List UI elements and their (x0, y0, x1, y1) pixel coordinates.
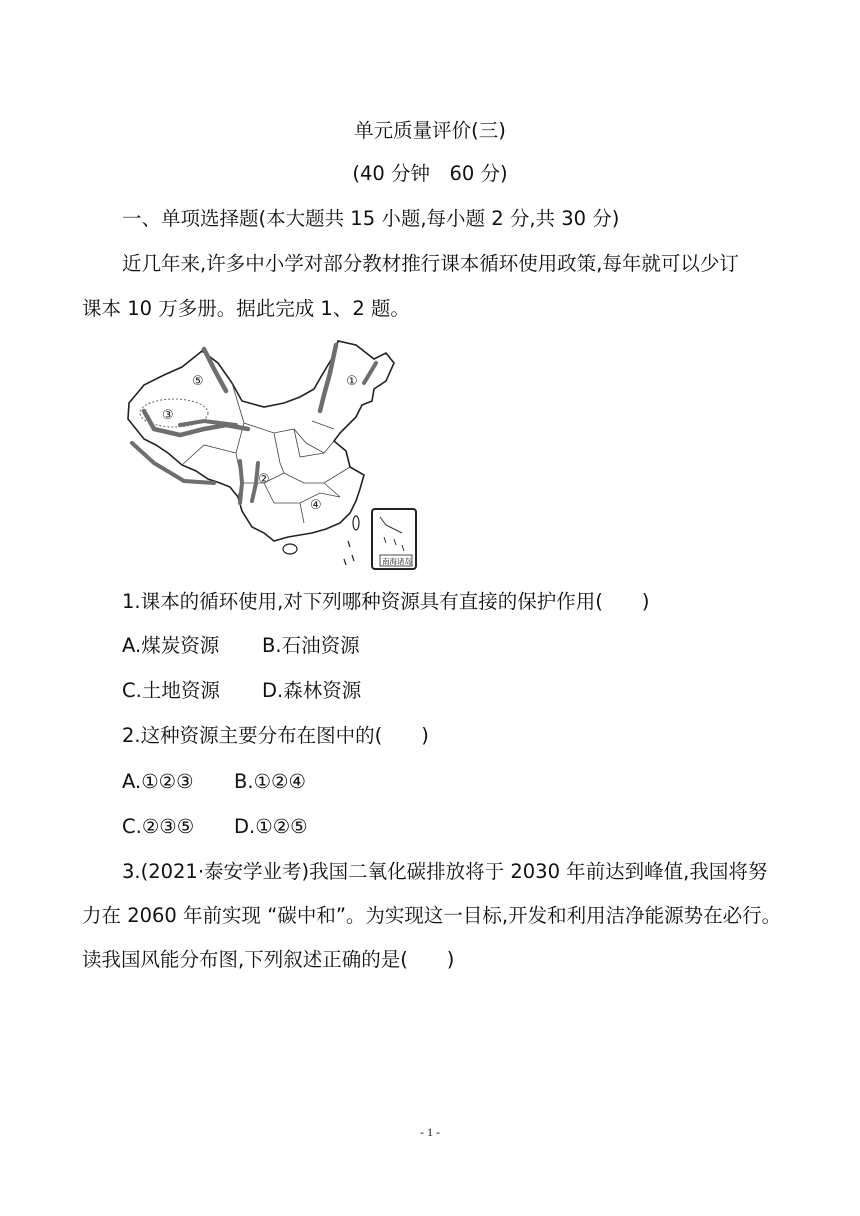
question-1-option-d: D.森林资源 (262, 679, 362, 702)
question-2-option-a: A.①②③ (122, 770, 194, 793)
china-outline (128, 341, 394, 541)
question-1-option-c: C.土地资源 (122, 679, 220, 702)
sea-islands (344, 541, 354, 565)
map-label-4: ④ (310, 498, 322, 513)
intro-paragraph-line-1: 近几年来,许多中小学对部分教材推行课本循环使用政策,每年就可以少订 (122, 252, 739, 275)
page-title: 单元质量评价(三) (354, 119, 506, 142)
question-2-option-b: B.①②④ (234, 770, 307, 793)
map-label-5: ⑤ (192, 374, 204, 389)
page-number: - 1 - (420, 1125, 440, 1139)
forest-belt-2 (240, 461, 242, 503)
china-map-figure (124, 333, 424, 573)
map-label-1: ① (346, 374, 358, 389)
intro-paragraph-line-2: 课本 10 万多册。据此完成 1、2 题。 (82, 297, 410, 320)
question-1-stem: 1.课本的循环使用,对下列哪种资源具有直接的保护作用( ) (122, 590, 650, 613)
inset-caption: 南海诸岛 (382, 557, 412, 566)
question-3-line-3: 读我国风能分布图,下列叙述正确的是( ) (82, 948, 455, 971)
question-1-option-a: A.煤炭资源 (122, 634, 220, 657)
question-1-option-b: B.石油资源 (262, 634, 360, 657)
china-map-svg (124, 333, 424, 573)
exam-duration-score: (40 分钟 60 分) (352, 162, 508, 185)
map-label-3: ③ (162, 408, 174, 423)
question-2-option-c: C.②③⑤ (122, 815, 195, 838)
hainan-island (283, 544, 297, 554)
section-heading: 一、单项选择题(本大题共 15 小题,每小题 2 分,共 30 分) (122, 207, 620, 230)
question-3-line-1: 3.(2021·泰安学业考)我国二氧化碳排放将于 2030 年前达到峰值,我国将努 (122, 860, 768, 883)
map-label-2: ② (258, 472, 270, 487)
question-3-line-2: 力在 2060 年前实现 “碳中和”。为实现这一目标,开发和利用洁净能源势在必行。 (82, 904, 782, 927)
taiwan-island (353, 516, 359, 530)
question-2-stem: 2.这种资源主要分布在图中的( ) (122, 724, 429, 747)
question-2-option-d: D.①②⑤ (234, 815, 308, 838)
